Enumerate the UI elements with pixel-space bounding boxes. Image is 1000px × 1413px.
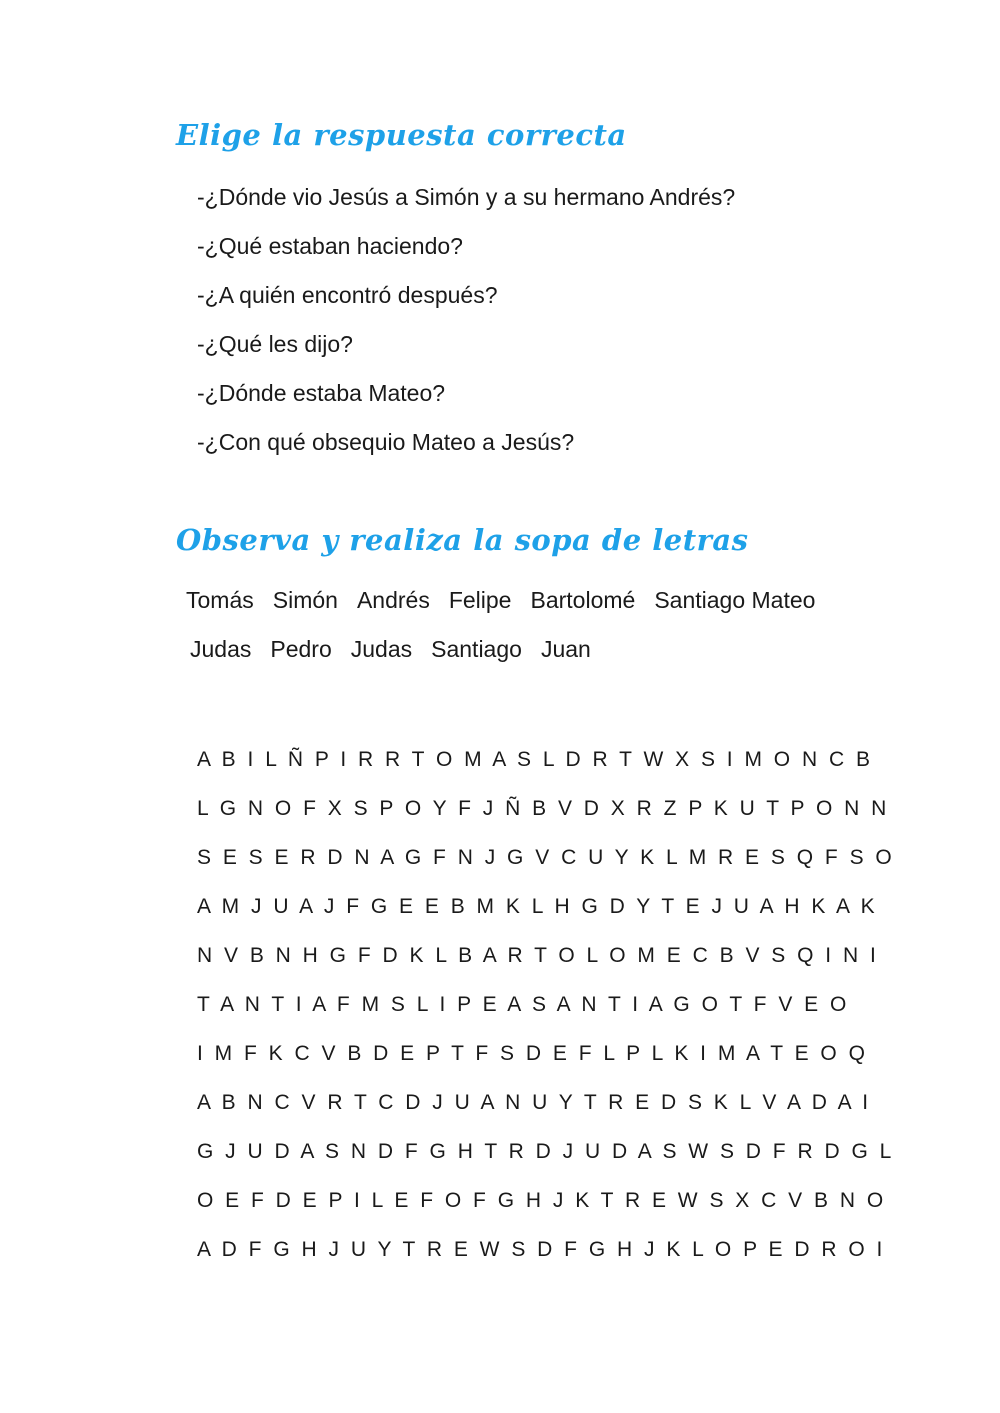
word-bank-item: Andrés xyxy=(356,587,430,613)
word-bank-item: Felipe xyxy=(448,587,512,613)
question-item: -¿Dónde estaba Mateo? xyxy=(197,380,446,406)
word-search-grid xyxy=(197,745,895,1284)
word-bank-item: Juan xyxy=(540,636,591,662)
section-title-word-search: Observa y realiza la sopa de letras xyxy=(176,523,749,557)
grid-row: L G N O F X S P O Y F J Ñ B V D X R Z P K U T P O N N xyxy=(197,797,890,820)
word-bank-item: Santiago Mateo xyxy=(654,587,816,613)
question-item: -¿Qué les dijo? xyxy=(197,331,353,357)
grid-row: I M F K C V B D E P T F S D E F L P L K I M A T E O Q xyxy=(197,1042,868,1065)
word-bank-item: Tomás xyxy=(186,587,254,613)
word-bank-item: Judas xyxy=(350,636,413,662)
grid-row: S E S E R D N A G F N J G V C U Y K L M R E S Q F S O xyxy=(197,846,895,869)
grid-row: A D F G H J U Y T R E W S D F G H J K L O P E D R O I xyxy=(197,1238,886,1261)
grid-row: N V B N H G F D K L B A R T O L O M E C B V S Q I N I xyxy=(197,944,879,967)
question-list xyxy=(197,182,735,476)
word-bank-item: Santiago xyxy=(431,636,522,662)
grid-row: A B N C V R T C D J U A N U Y T R E D S K L V A D A I xyxy=(197,1091,872,1114)
question-item: -¿A quién encontró después? xyxy=(197,282,498,308)
grid-row: A M J U A J F G E E B M K L H G D Y T E J U A H K A K xyxy=(197,895,878,918)
question-item: -¿Con qué obsequio Mateo a Jesús? xyxy=(197,429,575,455)
word-bank-item: Bartolomé xyxy=(530,587,636,613)
word-bank-item: Simón xyxy=(272,587,338,613)
grid-row: O E F D E P I L E F O F G H J K T R E W S X C V B N O xyxy=(197,1189,887,1212)
section-title-choose-answer: Elige la respuesta correcta xyxy=(176,118,627,152)
word-bank-item: Pedro xyxy=(270,636,332,662)
grid-row: A B I L Ñ P I R R T O M A S L D R T W X S I M O N C B xyxy=(197,748,873,771)
question-item: -¿Dónde vio Jesús a Simón y a su hermano Andrés? xyxy=(197,184,736,210)
word-bank-row xyxy=(186,585,946,634)
grid-row: T A N T I A F M S L I P E A S A N T I A G O T F V E O xyxy=(197,993,850,1016)
word-bank-item: Judas xyxy=(190,636,252,662)
word-bank xyxy=(186,585,946,683)
question-item: -¿Qué estaban haciendo? xyxy=(197,233,463,259)
word-bank-row xyxy=(186,634,946,683)
grid-row: G J U D A S N D F G H T R D J U D A S W S D F R D G L xyxy=(197,1140,895,1163)
